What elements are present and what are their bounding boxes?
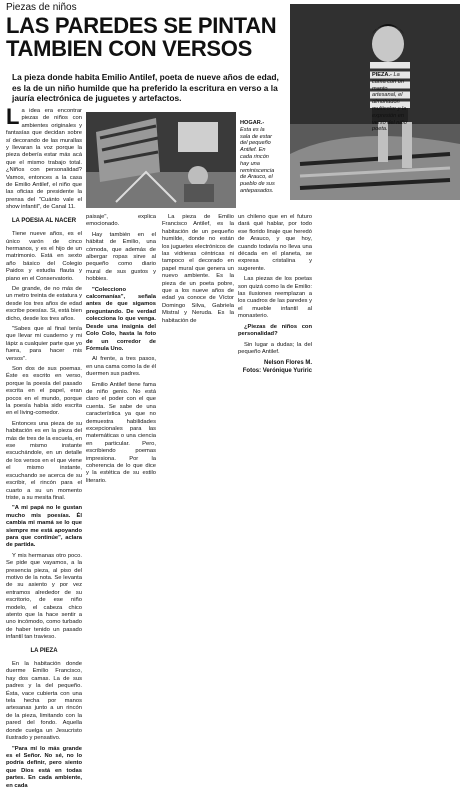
col1-paragraph: Entonces una pieza de su habitación es en la pieza del más de tres de la escuela, en ese mismo instante escuchándole, en un detalle de los versos en el que viene el mismo instante, escuchando se acerca de su escribir, el rincón para el cuarto a su un momento triste, a su mesita final. bbox=[6, 420, 82, 501]
intro-paragraph: La idea era encontrar piezas de niños con ambientes originales y fantasías que decidan sobre sí decorando de las murallas y llevaran la voz porque la pieza debería estar más acá que el mismo trabajo total. ¿Niños con personalidad? Vamos, entonces a la casa de Emilio Antilef, el niño que las oficias de presidente la prensa del "Cuánto vale el show infantil", de Canal 11. bbox=[6, 104, 82, 211]
col1-paragraph: "Sabes que al final tenía que llevar mi cuaderno y mi lápiz a cualquier parte que yo fuera, para hacer mis versos". bbox=[6, 325, 82, 362]
col2-paragraph: Hay también en el hábitat de Emilio, una cómoda, que además de albergar ropas sirve al pequeño como diario mural de sus gustos y hobbies. bbox=[86, 231, 156, 283]
dropcap: L bbox=[6, 104, 20, 129]
col1-paragraph: Y mis hermanas otro poco. Se pide que vayamos, a la presencia pieza, al piso del motivo de la nota. Se levanta de su asiento y por vez entramos alrededor de su escritorio, de ese niño modelo, el cabeza chico atento que la hace sentir a uno incómodo, como turbado de haber tenido un pasado infantil tan travieso. bbox=[6, 552, 82, 641]
col3-paragraph: Sin lugar a dudas; la del pequeño Antilef. bbox=[238, 341, 312, 355]
byline-author: Nelson Flores M. bbox=[263, 360, 312, 367]
column-1 bbox=[6, 104, 82, 793]
col2-paragraph: La pieza de Emilio Francisco Antilef, es la habitación de un pequeño humilde, donde no están los juguetes electrónicos de las vidrieras céntricas ni tampoco el decorado en papel mural que genera un nuevo ambiente. Es la pieza de un poeta pobre, que a los nueve años de edad ya conoce de Víctor Domingo Silva, Gabriela Mistral y Neruda. Es la habitación de bbox=[162, 214, 234, 324]
caption-right-text: La cama con un manto artesanal, el almohadón multicolor y la expresión en verso del niño poeta. bbox=[372, 72, 407, 133]
col1-paragraph: Son dos de sus poemas. Éste es escrito en verso, porque la poesía del pasado escrita en el papel, eran pocos en el mundo, porque la poesía había sido escrita en el living-comedor. bbox=[6, 366, 82, 417]
col2-paragraph: Al frente, a tres pasos, en una cama como la de él duermen sus padres. bbox=[86, 356, 156, 378]
caption-right bbox=[372, 72, 412, 133]
col1-paragraph: Tiene nueve años, es el único varón de cinco hermanos, y es el hijo de un matrimonio. Está en sexto año básico del Colegio Paidos y estudia flauta y piano en el Conservatorio. bbox=[6, 231, 82, 282]
headline-line-1: LAS PAREDES SE PINTAN bbox=[6, 13, 277, 38]
headline bbox=[6, 14, 286, 60]
subhead-la-poesia: LA POESIA AL NACER bbox=[11, 217, 77, 224]
col3-question: ¿Piezas de niños con personalidad? bbox=[238, 323, 312, 338]
column-3 bbox=[238, 214, 312, 375]
byline-photos: Fotos: Verónique Yuriric bbox=[242, 368, 312, 375]
caption-right-lead: PIEZA.- bbox=[372, 72, 392, 78]
column-2a bbox=[86, 214, 156, 488]
caption-mid-lead: HOGAR.- bbox=[240, 120, 265, 126]
column-2 bbox=[86, 214, 234, 488]
caption-mid bbox=[240, 120, 276, 195]
photo-living-room-illustration bbox=[86, 112, 236, 208]
col3-paragraph: Las piezas de los poetas son quizá como la de Emilio: las ilusiones reemplazan a los cuadros de las paredes y el mueble infantil al monasterio. bbox=[238, 276, 312, 320]
deck-paragraph: La pieza donde habita Emilio Antilef, poeta de nueve años de edad, es la de un niño humilde que ha preferido la escritura en verso a la jauría electrónica de juguetes y artefactos. bbox=[12, 72, 279, 103]
col1-paragraph: En la habitación donde duerme Emilio Francisco, hay dos camas. La de sus padres y la del pequeño. Ésta, vace cubierta con una tela hecha por manos artesanas junto a un rincón de la pieza, limitando con la pared del fondo. Aquella donde cuelga un Jesucristo ilustrado y pensativo. bbox=[6, 661, 82, 742]
headline-line-2: TAMBIEN CON VERSOS bbox=[6, 36, 252, 61]
col1-quote: "Para mí lo más grande es el Señor. No sé, no lo podría definir, pero siento que Dios está en todas partes. En cada ambiente, en cada bbox=[6, 745, 82, 789]
byline bbox=[238, 359, 312, 375]
col2-quote: "Colecciono calcomanías", señala antes de que sigamos preguntando. De verdad colecciona lo que venga. Desde una insignia del Colo Colo, hasta la foto de un corredor de Fórmula Uno. bbox=[86, 286, 156, 352]
col2-paragraph: paisaje", explica emocionado. bbox=[86, 214, 156, 228]
col3-paragraph: un chileno que en el futuro dará qué hablar, por todo ese florido linaje que heredó de Arauco, y que hoy, cuando todavía no lleva una década en el planeta, se expresa cristalina y sugerente. bbox=[238, 214, 312, 272]
caption-mid-text: Esta es la sala de estar del pequeño Antilef. En cada rincón hay una reminiscencia de Arauco, el pueblo de sus antepasados. bbox=[240, 126, 275, 194]
col1-quote: "A mi papá no le gustan mucho mis poesías. Él cambia mi mamá se lo que siempre me está apoyando para que continúe", aclara de partida. bbox=[6, 505, 82, 549]
col2-paragraph: Emilio Antilef tiene fama de niño genio. No está claro el poder con el que cuenta. Se sabe de una característica ya que no demuestra habilidades excepcionales para las matemáticas o una ciencia en particular. Pero, escribiendo poemas impresiona. Por la coherencia de lo que dice y la estética de su estilo literario. bbox=[86, 381, 156, 484]
photo-living-room bbox=[86, 112, 236, 208]
column-2b bbox=[162, 214, 234, 328]
col1-paragraph: De grande, de no más de un metro treinta de estatura y desde los tres años de edad escribe poesías. Si, está bien dicho, desde los tres años. bbox=[6, 285, 82, 322]
subhead-la-pieza: LA PIEZA bbox=[30, 647, 58, 654]
section-label: Piezas de niños bbox=[6, 2, 77, 13]
